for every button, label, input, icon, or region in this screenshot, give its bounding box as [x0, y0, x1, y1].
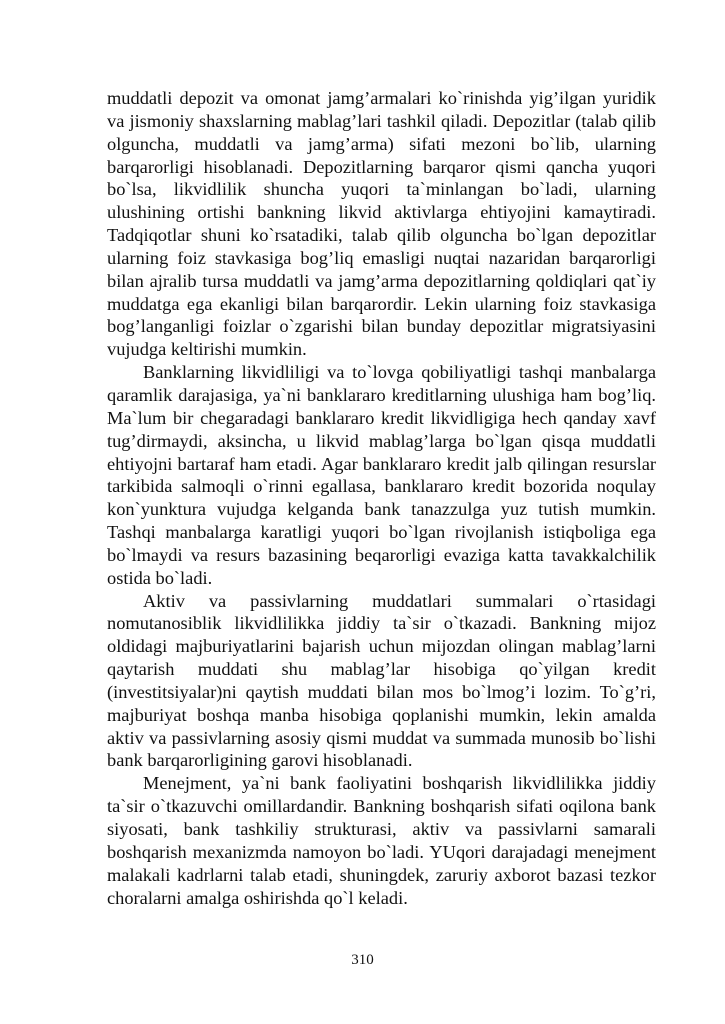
paragraph-interbank-credit: Banklarning likvidliligi va to`lovga qobiliyatligi tashqi manbalarga qaramlik darajasiga, ya`ni banklararo kreditlarning ulushiga ham bog’liq. Ma`lum bir chegaradagi banklararo kredit likvidligiga hech qanday xavf tug’dirmaydi, aksincha, u likvid mablag’larga bo`lgan qisqa muddatli ehtiyojni bartaraf ham etadi. Agar banklararo kredit jalb qilingan resurslar tarkibida salmoqli o`rinni egallasa, banklararo kredit bozorida noqulay kon`yunktura vujudga kelganda bank tanazzulga yuz tutish mumkin. Tashqi manbalarga karatligi yuqori bo`lgan rivojlanish istiqboliga ega bo`lmaydi va resurs bazasining beqarorligi evaziga katta tavakkalchilik ostida bo`ladi.: [107, 362, 656, 588]
paragraph-maturity-mismatch: Aktiv va passivlarning muddatlari summalari o`rtasidagi nomutanosiblik likvidlilikka jiddiy ta`sir o`tkazadi. Bankning mijoz oldidagi majburiyatlarini bajarish uchun mijozdan olingan mablag’larni qaytarish muddati shu mablag’lar hisobiga qo`yilgan kredit (investitsiyalar)ni qaytish muddati bilan mos bo`lmog’i lozim. To`g’ri, majburiyat boshqa manba hisobiga qoplanishi mumkin, lekin amalda aktiv va passivlarning asosiy qismi muddat va summada munosib bo`lishi bank barqarorligining garovi hisoblanadi.: [107, 590, 656, 771]
page-number: 310: [351, 952, 374, 968]
paragraph-management: Menejment, ya`ni bank faoliyatini boshqarish likvidlilikka jiddiy ta`sir o`tkazuvchi omillardandir. Bankning boshqarish sifati oqilona bank siyosati, bank tashkiliy strukturasi, aktiv va passivlarni samarali boshqarish mexanizmda namoyon bo`ladi. YUqori darajadagi menejment malakali kadrlarni talab etadi, shuningdek, zaruriy axborot bazasi tezkor choralarni amalga oshirishda qo`l keladi.: [107, 773, 656, 908]
paragraph-continued: muddatli depozit va omonat jamg’armalari ko`rinishda yig’ilgan yuridik va jismoniy shaxslarning mablag’lari tashkil qiladi. Depozitlar (talab qilib olguncha, muddatli va jamg’arma) sifati mezoni bo`lib, ularning barqarorligi hisoblanadi. Depozitlarning barqaror qismi qancha yuqori bo`lsa, likvidlilik shuncha yuqori ta`minlangan bo`ladi, ularning ulushining ortishi bankning likvid aktivlarga ehtiyojini kamaytiradi. Tadqiqotlar shuni ko`rsatadiki, talab qilib olguncha bo`lgan depozitlar ularning foiz stavkasiga bog’liq emasligi nuqtai nazaridan barqarorligi bilan ajralib tursa muddatli va jamg’arma depozitlarning qoldiqlari qat`iy muddatga ega ekanligi bilan barqarordir. Lekin ularning foiz stavkasiga bog’langanligi foizlar o`zgarishi bilan bunday depozitlar migratsiyasini vujudga keltirishi mumkin.: [107, 88, 656, 360]
page-body: [107, 87, 656, 909]
